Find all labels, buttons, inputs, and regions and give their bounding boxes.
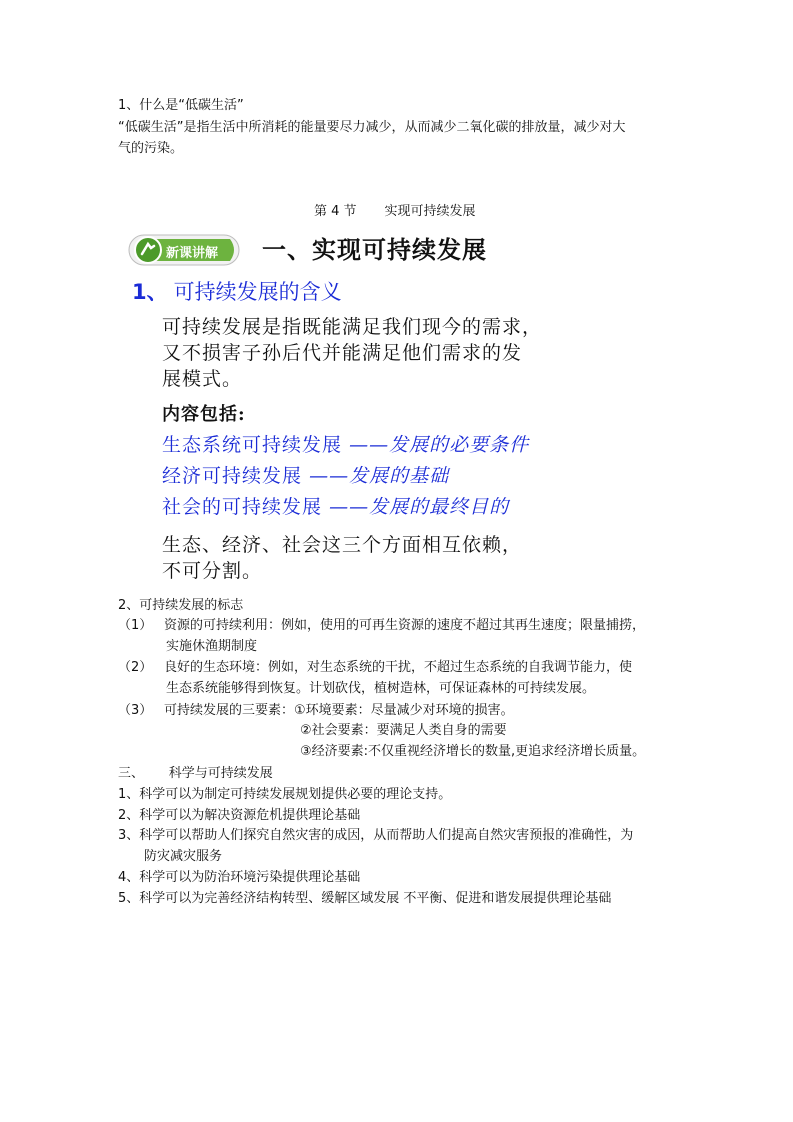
marks-text-cont: 实施休渔期制度 [166, 639, 258, 654]
content-item-name: 经济可持续发展 [162, 465, 303, 487]
marks-text-cont: ②社会要素：要满足人类自身的需要 [300, 723, 507, 738]
marks-index: （3） [118, 703, 153, 718]
marks-item [118, 701, 514, 721]
marks-text: 可持续发展的三要素：①环境要素：尽量减少对环境的损害。 [164, 703, 514, 718]
science-point: 4、科学可以为防治环境污染提供理论基础 [118, 870, 361, 885]
science-point: 3、科学可以帮助人们探究自然灾害的成因，从而帮助人们提高自然灾害预报的准确性，为 [118, 828, 634, 843]
badge-label: 新课讲解 [166, 246, 219, 261]
sub-title [132, 276, 342, 306]
content-item [162, 432, 529, 458]
marks-index: （2） [118, 660, 153, 675]
science-point: 5、科学可以为完善经济结构转型、缓解区域发展 不平衡、促进和谐发展提供理论基础 [118, 891, 612, 906]
content-item [162, 463, 449, 489]
question-heading: 1、什么是“低碳生活” [118, 98, 244, 113]
marks-text-cont: ③经济要素:不仅重视经济增长的数量,更追求经济增长质量。 [300, 744, 646, 759]
marks-item [118, 658, 632, 678]
main-title: 一、实现可持续发展 [262, 236, 487, 264]
science-point: 2、科学可以为解决资源危机提供理论基础 [118, 808, 361, 823]
science-point-cont: 防灾减灾服务 [144, 849, 223, 864]
section-number: 第 4 节 [314, 204, 357, 219]
content-item-desc: ——发展的基础 [309, 465, 450, 487]
content-item-name: 社会的可持续发展 [162, 496, 323, 518]
content-item-desc: ——发展的最终目的 [329, 496, 510, 518]
summary-line: 不可分割。 [162, 560, 263, 582]
section-heading [314, 200, 476, 219]
content-item-desc: ——发展的必要条件 [349, 434, 530, 456]
sub-title-number: 1、 [132, 280, 168, 304]
new-lesson-badge [128, 234, 240, 266]
sub-title-text: 可持续发展的含义 [173, 280, 342, 304]
science-title: 三、 科学与可持续发展 [118, 766, 273, 781]
marks-index: （1） [118, 618, 153, 633]
content-label: 内容包括: [162, 404, 246, 425]
answer-line: 气的污染。 [118, 141, 184, 156]
definition-line: 可持续发展是指既能满足我们现今的需求， [162, 316, 543, 338]
answer-line: “低碳生活”是指生活中所消耗的能量要尽力减少，从而减少二氧化碳的排放量，减少对大 [118, 120, 626, 135]
definition-line: 又不损害子孙后代并能满足他们需求的发 [162, 342, 523, 364]
marks-title: 2、可持续发展的标志 [118, 598, 244, 613]
science-point: 1、科学可以为制定可持续发展规划提供必要的理论支持。 [118, 787, 452, 802]
summary-line: 生态、经济、社会这三个方面相互依赖， [162, 534, 523, 556]
marks-text: 资源的可持续利用：例如，使用的可再生资源的速度不超过其再生速度；限量捕捞， [164, 618, 646, 633]
section-title: 实现可持续发展 [384, 204, 476, 219]
marks-text: 良好的生态环境：例如，对生态系统的干扰，不超过生态系统的自我调节能力，使 [164, 660, 633, 675]
marks-text-cont: 生态系统能够得到恢复。计划砍伐，植树造林，可保证森林的可持续发展。 [166, 681, 596, 696]
content-item-name: 生态系统可持续发展 [162, 434, 343, 456]
content-item [162, 494, 509, 520]
definition-line: 展模式。 [162, 368, 243, 390]
marks-item [118, 616, 645, 636]
